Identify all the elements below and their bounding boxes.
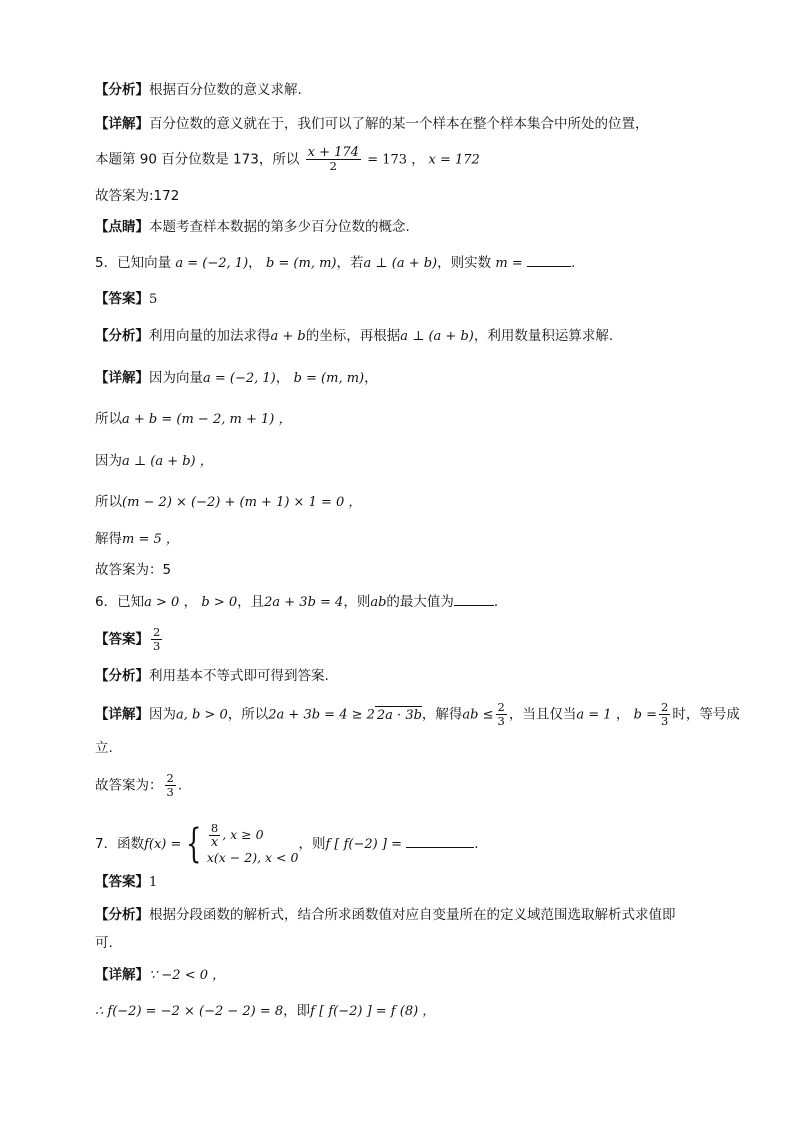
equation-tail: = 173 ，: [367, 152, 425, 168]
detail-text-b: ，所以: [227, 706, 269, 723]
q7-analysis-line-2: 可.: [95, 935, 113, 951]
sum-expression: a + b = (m − 2, m + 1) ，: [122, 412, 292, 427]
detail-text-a: 因为: [149, 706, 176, 723]
ask-prefix: ，则: [343, 594, 371, 610]
m-result: m = 5 ，: [122, 532, 179, 547]
detail-text: 百分位数的意义就在于，我们可以了解的某一个样本在整个样本集合中所处的位置，: [149, 116, 649, 132]
answer-tag: 【答案】: [95, 631, 149, 648]
q6-analysis-line: [95, 667, 329, 685]
perp-condition: a ⊥ (a + b): [363, 256, 438, 271]
cond-prefix: ，若: [336, 255, 364, 271]
q5-detail-line-4: [95, 493, 361, 512]
inequality: 2a + 3b = 4 ≥ 2: [268, 707, 375, 723]
detail-text-c: ，解得: [421, 706, 463, 723]
detail-prefix: 因为向量: [149, 370, 203, 386]
ask-prefix: ，则: [298, 836, 326, 852]
detail-prefix: 所以: [95, 411, 122, 427]
a-equals: a = 1: [576, 707, 612, 723]
q5-detail-line-2: [95, 410, 291, 429]
question-number: 5．已知向量: [95, 255, 172, 271]
answer-blank: [406, 835, 474, 848]
answer-value: 1: [149, 875, 158, 890]
analysis-tag: 【分析】: [95, 907, 149, 923]
final-label: 故答案为：: [95, 777, 163, 794]
detail-prefix: 所以: [95, 494, 122, 510]
analysis-text: 利用基本不等式即可得到答案.: [149, 668, 329, 684]
detail-mid: ，即: [283, 1003, 311, 1019]
vector-b-def: b = (m, m): [293, 371, 365, 386]
m-equals: m =: [495, 256, 523, 271]
evaluation-expression: ∴ f(−2) = −2 × (−2 − 2) = 8: [95, 1004, 284, 1019]
q4-detail-line-2: [95, 146, 480, 173]
q5-detail-line-1: 【详解】因为向量a = (−2, 1)， b = (m, m)，: [95, 370, 378, 386]
q4-analysis-line: [95, 81, 302, 99]
constraint: 2a + 3b = 4: [264, 595, 344, 610]
q7-detail-line: [95, 966, 225, 985]
comment-text: 本题考查样本数据的第多少百分位数的概念.: [149, 219, 410, 235]
answer-tag: 【答案】: [95, 874, 149, 890]
fraction: $\frac{2}{3}$: [497, 700, 505, 728]
vector-b-def: b = (m, m): [265, 256, 337, 271]
detail-text-2: 本题第 90 百分位数是 173，所以: [95, 151, 300, 168]
detail-prefix: 因为: [95, 453, 122, 469]
q4-comment-line: [95, 218, 410, 236]
q7-answer-line: [95, 873, 157, 892]
q6-final-answer: 故答案为： $\frac{2}{3}$ .: [95, 771, 183, 799]
condition-a: a > 0: [144, 595, 180, 610]
composition-expression: f [ f(−2) ] = f (8) ，: [310, 1004, 436, 1019]
analysis-text: 根据分段函数的解析式，结合所求函数值对应自变量所在的定义域范围选取解析式求值即: [149, 907, 676, 923]
q7-detail-line-2: [95, 1002, 435, 1021]
q6-answer-line: [95, 626, 164, 653]
q5-detail-line-5: [95, 530, 179, 549]
function-name: f(x) =: [144, 837, 182, 852]
q5-analysis-line: [95, 327, 613, 346]
vector-sum: a + b: [270, 329, 306, 344]
answer-blank: [527, 254, 571, 267]
q6-detail-line: 【详解】因为a, b > 0，所以2a + 3b = 4 ≥ 2 2a · 3b，解得ab ≤ $\frac{2}{3}$ ，当且仅当a = 1 ， b = $\frac{2}{3}$ 时，等号成: [95, 700, 740, 728]
x-result: x = 172: [428, 152, 480, 168]
answer-value: 5: [149, 292, 158, 307]
fraction: $\frac{x + 174}{2}$: [307, 145, 359, 173]
answer-fraction: $\frac{2}{3}$: [166, 771, 174, 799]
case-1: $\frac{8}{x}$ , x ≥ 0: [210, 821, 264, 850]
q5-stem: 5．已知向量 a = (−2, 1)， b = (m, m)，若a ⊥ (a + b)，则实数 m = .: [95, 255, 576, 271]
answer-tag: 【答案】: [95, 291, 149, 307]
comment-tag: 【点睛】: [95, 219, 149, 235]
vector-a-def: a = (−2, 1): [175, 256, 249, 271]
ab-var: ab: [370, 595, 387, 610]
q7-stem: 7．函数f(x) = { $\frac{8}{x}$ , x ≥ 0 x(x − 2), x < 0 ，则f [ f(−2) ] = .: [95, 821, 479, 867]
ask-expression: f [ f(−2) ] =: [325, 837, 402, 852]
case-2: x(x − 2), x < 0: [206, 850, 299, 865]
question-number: 7．函数: [95, 836, 145, 852]
question-number: 6．已知: [95, 594, 145, 610]
q5-answer-line: [95, 290, 157, 309]
analysis-tag: 【分析】: [95, 668, 149, 684]
dot-product-expression: (m − 2) × (−2) + (m + 1) × 1 = 0 ，: [122, 495, 362, 510]
answer-blank: [454, 593, 494, 606]
left-brace-icon: {: [186, 821, 202, 867]
ab-bound: ab ≤: [462, 707, 494, 723]
detail-prefix: 解得: [95, 531, 122, 547]
b-equals: b =: [633, 707, 657, 723]
because-expression: ∵ −2 < 0 ，: [149, 968, 226, 983]
analysis-tag: 【分析】: [95, 328, 149, 344]
detail-text-d: ，当且仅当: [508, 706, 577, 723]
q5-final-answer: 故答案为：5: [95, 562, 172, 578]
q6-detail-line-2: 立.: [95, 740, 113, 756]
detail-text-e: 时，等号成: [672, 706, 740, 723]
q7-analysis-line: [95, 906, 676, 924]
analysis-tag: 【分析】: [95, 82, 149, 98]
detail-tag: 【详解】: [95, 370, 149, 386]
analysis-text-b: 的坐标，再根据: [305, 328, 401, 344]
fraction: $\frac{2}{3}$: [661, 700, 669, 728]
detail-tag: 【详解】: [95, 116, 149, 132]
analysis-text-c: ，利用数量积运算求解.: [473, 328, 614, 344]
q4-answer-line: 故答案为:172: [95, 188, 180, 204]
sqrt-expression: 2a · 3b: [376, 707, 422, 723]
cond-prefix: ，且: [237, 594, 265, 610]
analysis-text-a: 利用向量的加法求得: [149, 328, 271, 344]
ask-text: ，则实数: [437, 255, 492, 271]
perp-expression: a ⊥ (a + b) ，: [122, 454, 213, 469]
positive-condition: a, b > 0: [176, 707, 228, 723]
detail-tag: 【详解】: [95, 967, 149, 983]
condition-b: b > 0: [201, 595, 238, 610]
q6-stem: 6．已知a > 0 ， b > 0，且2a + 3b = 4，则ab的最大值为 .: [95, 594, 499, 610]
q4-detail-line: [95, 115, 649, 133]
perp-condition: a ⊥ (a + b): [400, 329, 474, 344]
vector-a-def: a = (−2, 1): [203, 371, 276, 386]
ask-tail: 的最大值为: [386, 594, 454, 610]
analysis-text: 根据百分位数的意义求解.: [149, 82, 302, 98]
q5-detail-line-3: [95, 452, 213, 471]
detail-tag: 【详解】: [95, 706, 149, 723]
answer-fraction: $\frac{2}{3}$: [153, 625, 161, 653]
piecewise-cases: [207, 822, 299, 866]
